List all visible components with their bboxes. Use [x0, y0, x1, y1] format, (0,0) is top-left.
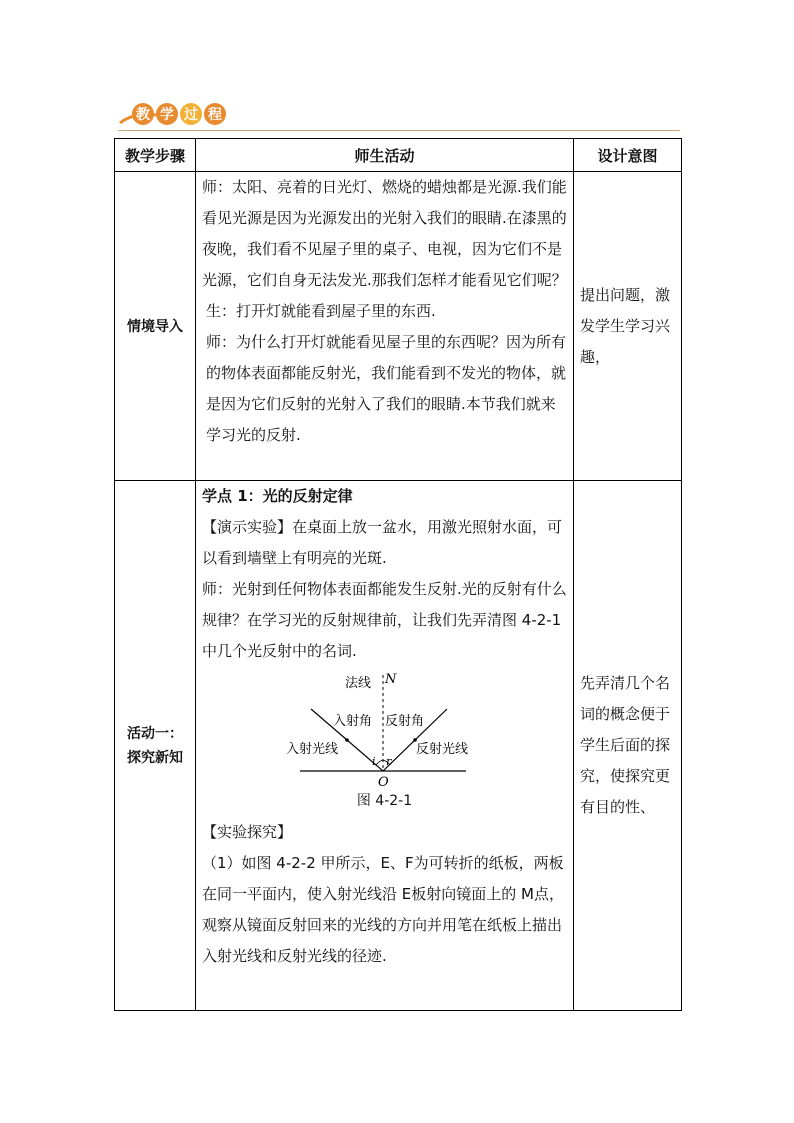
normal-label: 法线 [345, 676, 372, 691]
section-heading: 学点 1：光的反射定律 [202, 487, 353, 505]
explore-title: 【实验探究】 [202, 823, 293, 841]
teacher-paragraph: 师：光射到任何物体表面都能发生反射.光的反射有什么规律？在学习光的反射规律前，让我们先弄清图 4-2-1 中几个光反射中的名词. [202, 580, 567, 660]
badge-char: 教 [132, 103, 154, 125]
reflect-ray-label: 反射光线 [416, 742, 469, 757]
incident-ray-label: 入射光线 [286, 742, 339, 757]
figure-caption: 图 4-2-1 [356, 793, 413, 809]
activity-paragraph: 师：太阳、亮着的日光灯、燃烧的蜡烛都是光源.我们能看见光源是因为光源发出的光射入我们的眼睛.在漆黑的夜晚，我们看不见屋子里的桌子、电视，因为它们不是光源，它们自身无法发光.那我们怎样才能看见它们呢？ [202, 178, 567, 289]
column-header-intent: 设计意图 [574, 139, 682, 172]
table-header-row [115, 139, 682, 172]
activity-paragraph: 师：为什么打开灯就能看见屋子里的东西呢？因为所有的物体表面都能反射光，我们能看到不发光的物体，就是因为它们反射的光射入了我们的眼睛.本节我们就来学习光的反射. [206, 333, 567, 444]
reflection-figure [202, 667, 567, 789]
badge-char: 学 [156, 103, 178, 125]
normal-N-label: N [385, 672, 397, 687]
explore-paragraph: （1）如图 4-2-2 甲所示，E、F为可转折的纸板，两板在同一平面内，使入射光线沿 E板射向镜面上的 M点，观察从镜面反射回来的光线的方向并用笔在纸板上描出入射光线和反射光线的径迹. [202, 854, 564, 965]
incident-angle-label: 入射角 [333, 714, 373, 729]
intent-cell: 先弄清几个名词的概念便于学生后面的探究，使探究更有目的性、 [574, 481, 682, 1011]
activity-paragraph: 生：打开灯就能看到屋子里的东西. [206, 302, 436, 320]
incident-angle-arc [376, 760, 383, 765]
demo-paragraph: 【演示实验】在桌面上放一盆水，用激光照射水面，可以看到墙壁上有明亮的光斑. [202, 518, 563, 567]
section-badge [118, 103, 228, 129]
step-label-line: 探究新知 [127, 749, 183, 766]
lesson-table [114, 138, 682, 1011]
table-row [115, 481, 682, 1011]
reflect-angle-label: 反射角 [385, 714, 425, 729]
step-label-line: 活动一： [127, 725, 183, 742]
reflection-diagram [202, 667, 568, 789]
angle-i-label: i [372, 755, 376, 768]
intent-cell: 提出问题，激发学生学习兴趣， [574, 172, 682, 481]
incident-arrow-dot [345, 738, 349, 742]
point-O-label: O [378, 775, 389, 789]
activity-cell [196, 481, 574, 1011]
table-row [115, 172, 682, 481]
badge-char: 程 [204, 103, 226, 125]
activity-cell [196, 172, 574, 481]
step-cell: 情境导入 [115, 172, 196, 481]
header-divider [118, 130, 680, 131]
column-header-step: 教学步骤 [115, 139, 196, 172]
column-header-activity: 师生活动 [196, 139, 574, 172]
angle-r-label: r [386, 755, 392, 768]
step-cell [115, 481, 196, 1011]
badge-char: 过 [180, 103, 202, 125]
